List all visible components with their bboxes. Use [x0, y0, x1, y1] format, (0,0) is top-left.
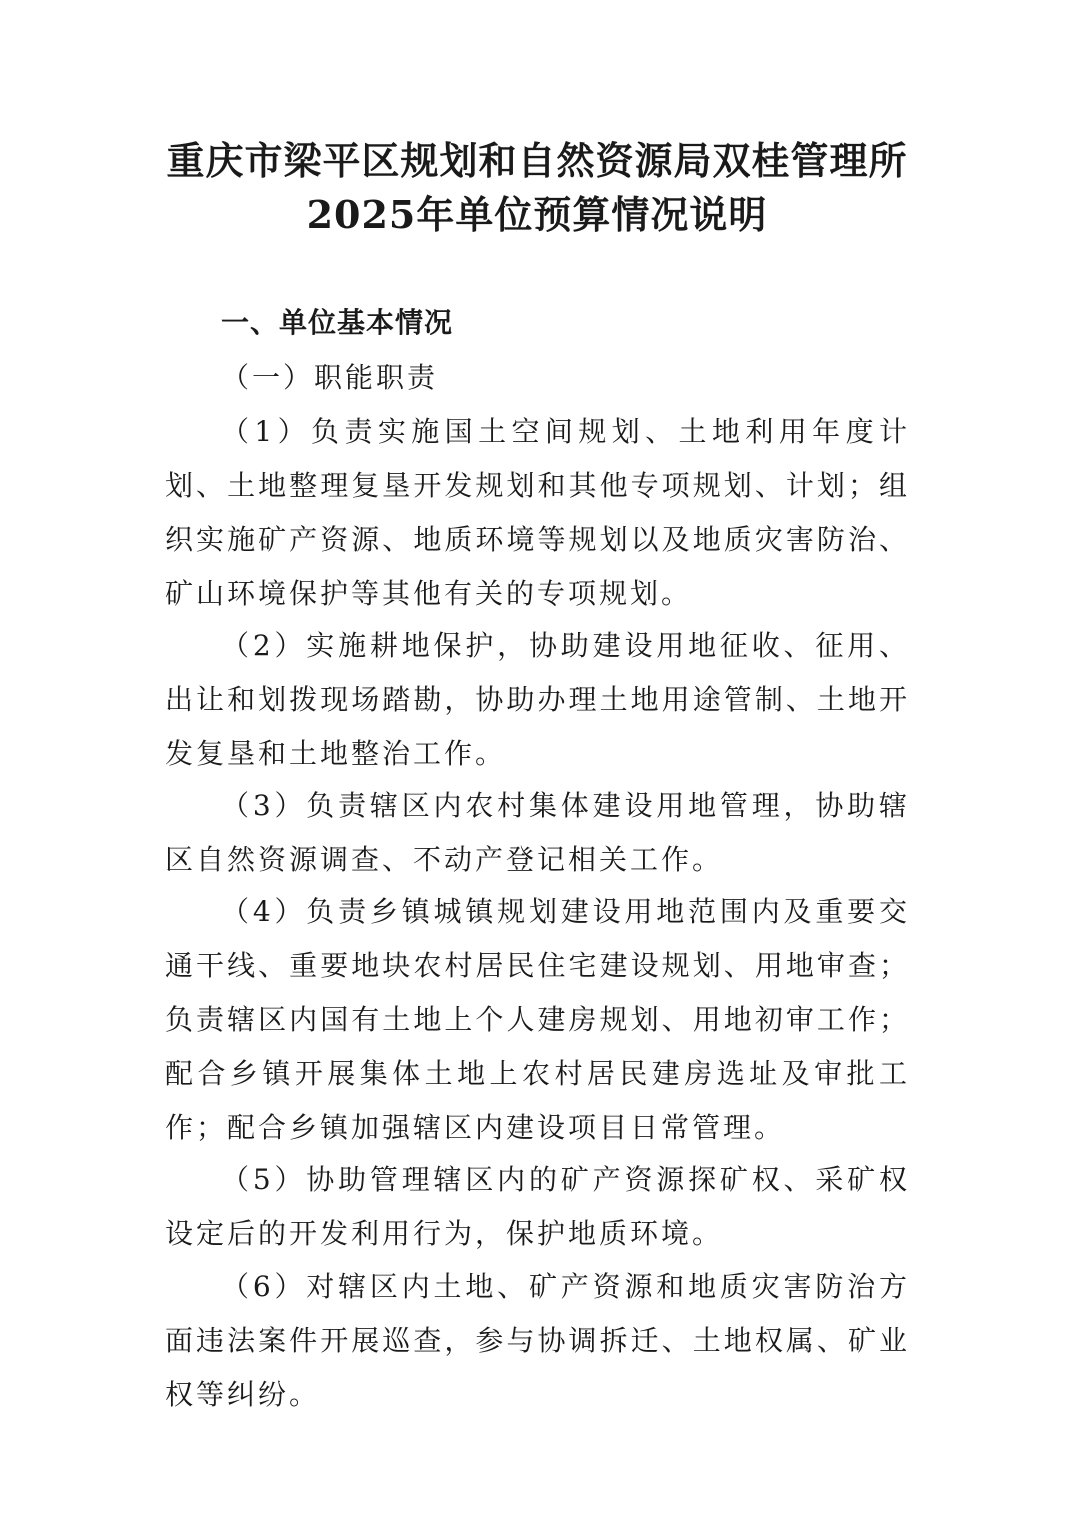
paragraph-2: （2）实施耕地保护，协助建设用地征收、征用、出让和划拨现场踏勘，协助办理土地用途管制、土地开发复垦和土地整治工作。	[165, 629, 910, 770]
paragraph-5: （5）协助管理辖区内的矿产资源探矿权、采矿权设定后的开发利用行为，保护地质环境。	[165, 1163, 910, 1250]
document-title-line-2: 2025年单位预算情况说明	[306, 192, 768, 237]
paragraph-3: （3）负责辖区内农村集体建设用地管理，协助辖区自然资源调查、不动产登记相关工作。	[165, 789, 910, 876]
document-title-line-1: 重庆市梁平区规划和自然资源局双桂管理所	[166, 138, 908, 183]
paragraph-4: （4）负责乡镇城镇规划建设用地范围内及重要交通干线、重要地块农村居民住宅建设规划、用地审查；负责辖区内国有土地上个人建房规划、用地初审工作；配合乡镇开展集体土地上农村居民建房选址及审批工作；配合乡镇加强辖区内建设项目日常管理。	[165, 895, 910, 1144]
subsection-heading: （一）职能职责	[221, 361, 439, 394]
paragraph-6: （6）对辖区内土地、矿产资源和地质灾害防治方面违法案件开展巡查，参与协调拆迁、土地权属、矿业权等纠纷。	[165, 1270, 910, 1411]
paragraph-1: （1）负责实施国土空间规划、土地利用年度计划、土地整理复垦开发规划和其他专项规划、计划；组织实施矿产资源、地质环境等规划以及地质灾害防治、矿山环境保护等其他有关的专项规划。	[165, 415, 910, 610]
section-heading: 一、单位基本情况	[221, 306, 454, 339]
